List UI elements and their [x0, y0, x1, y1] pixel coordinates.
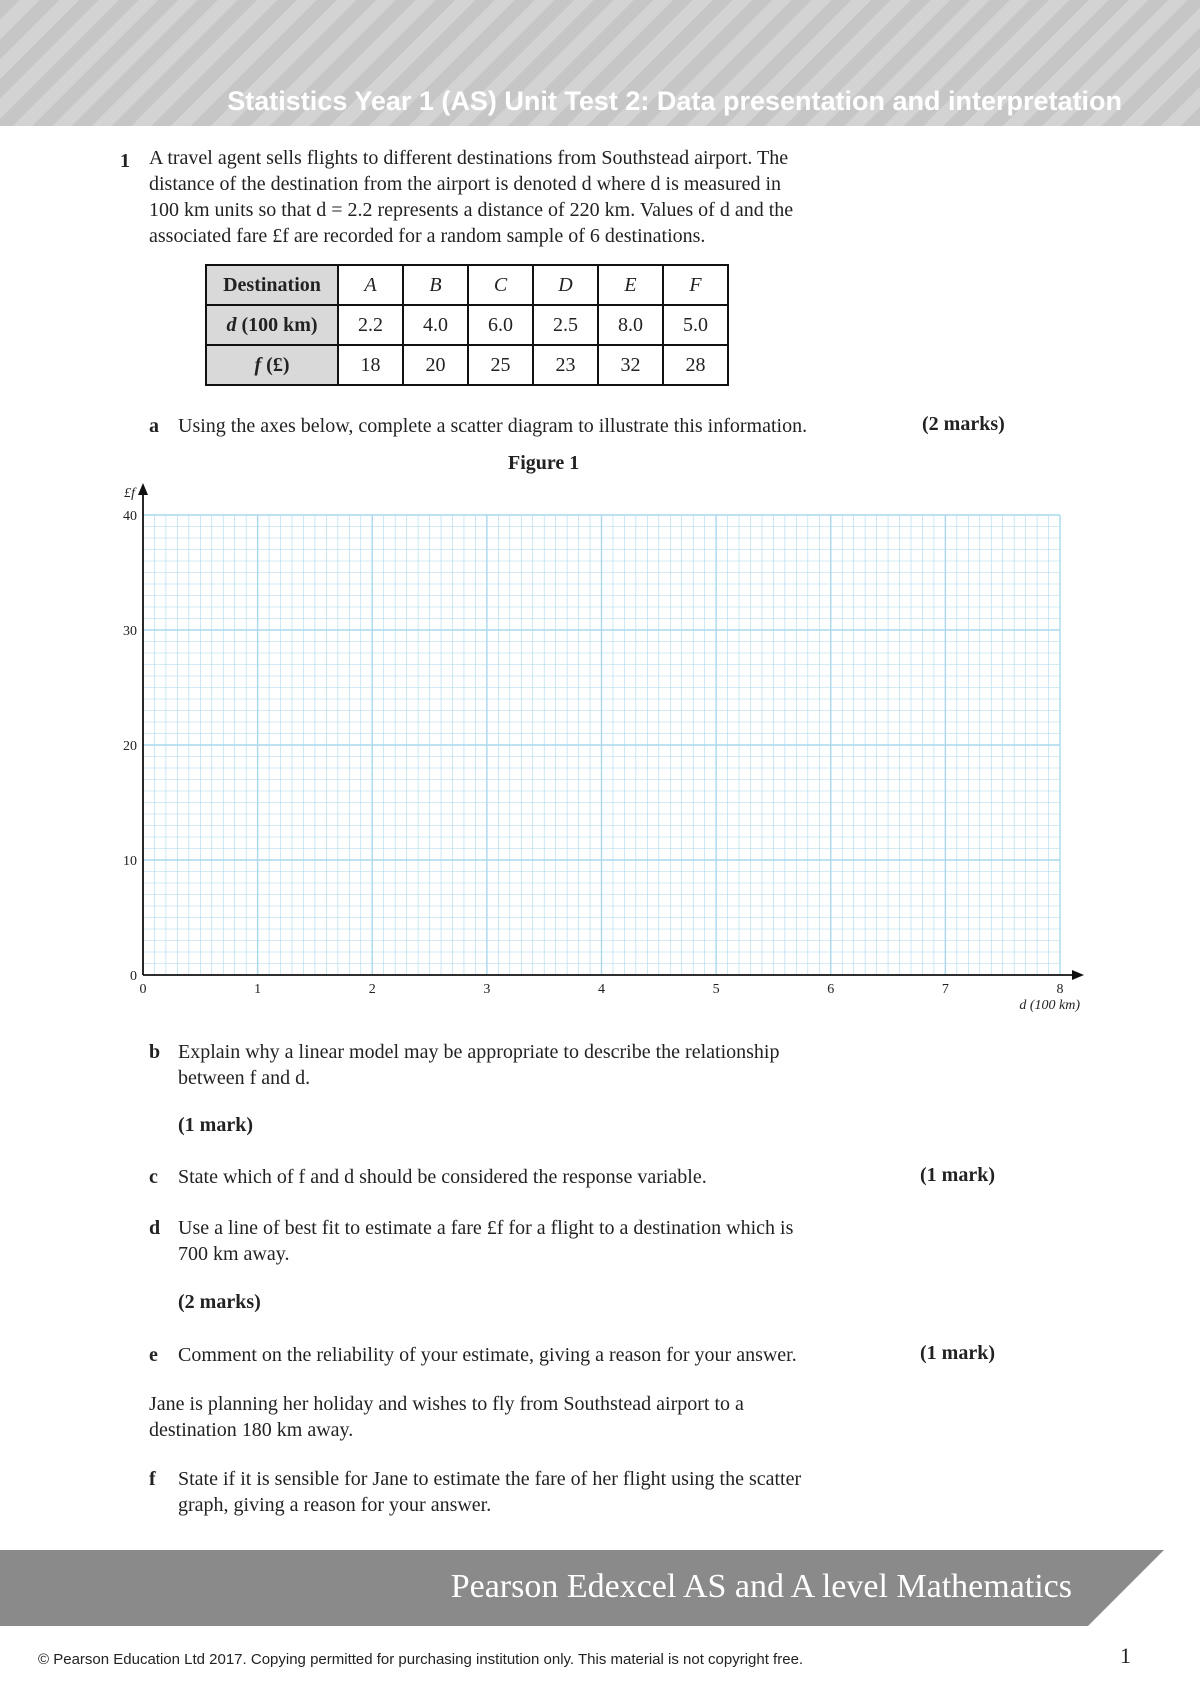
part-a-label: a	[149, 415, 159, 437]
x-tick-label: 8	[1056, 982, 1064, 997]
part-c-marks: (1 mark)	[920, 1164, 995, 1186]
x-tick-label: 2	[368, 982, 376, 997]
graph-grid	[143, 515, 1060, 975]
x-tick-label: 5	[712, 982, 720, 997]
part-e-marks: (1 mark)	[920, 1342, 995, 1364]
table-cell: 18	[338, 345, 403, 385]
question-number: 1	[120, 150, 130, 172]
table-cell: D	[533, 265, 598, 305]
table-cell: 4.0	[403, 305, 468, 345]
copyright-notice: © Pearson Education Ltd 2017. Copying permitted for purchasing institution only. This material is not copyright free.	[38, 1651, 804, 1668]
table-cell: 32	[598, 345, 663, 385]
row-header: Destination	[206, 265, 338, 305]
x-tick-label: 0	[139, 982, 147, 997]
y-tick-label: 10	[123, 854, 137, 869]
intro-line: associated fare £f are recorded for a random sample of 6 destinations.	[149, 225, 706, 247]
part-f-text	[178, 1466, 898, 1518]
jane-line: Jane is planning her holiday and wishes to fly from Southstead airport to a	[149, 1393, 744, 1415]
intro-line: 100 km units so that d = 2.2 represents a distance of 220 km. Values of d and the	[149, 199, 794, 221]
x-tick-label: 6	[827, 982, 835, 997]
row-header: f (£)	[206, 345, 338, 385]
table-cell: 2.5	[533, 305, 598, 345]
table-cell: 28	[663, 345, 728, 385]
table-cell: 8.0	[598, 305, 663, 345]
table-cell: A	[338, 265, 403, 305]
table-cell: 6.0	[468, 305, 533, 345]
y-axis-label: £f	[124, 486, 135, 501]
table-cell: 20	[403, 345, 468, 385]
part-b-label: b	[149, 1041, 161, 1063]
table-cell: C	[468, 265, 533, 305]
part-d-marks: (2 marks)	[178, 1291, 261, 1313]
part-a-text: Using the axes below, complete a scatter diagram to illustrate this information.	[178, 415, 808, 437]
table-cell: 25	[468, 345, 533, 385]
row-header: d (100 km)	[206, 305, 338, 345]
table-cell: B	[403, 265, 468, 305]
part-d-line: Use a line of best fit to estimate a fare £f for a flight to a destination which is	[178, 1217, 794, 1239]
jane-line: destination 180 km away.	[149, 1419, 354, 1441]
y-tick-label: 0	[130, 969, 137, 984]
table-cell: 2.2	[338, 305, 403, 345]
table-cell: 5.0	[663, 305, 728, 345]
part-f-line: graph, giving a reason for your answer.	[178, 1494, 492, 1516]
figure-title: Figure 1	[508, 452, 580, 474]
table-cell: F	[663, 265, 728, 305]
y-tick-label: 40	[123, 509, 137, 524]
x-axis-arrow	[1072, 970, 1084, 980]
y-axis-arrow	[138, 483, 148, 495]
x-tick-label: 3	[483, 982, 491, 997]
part-d-label: d	[149, 1217, 161, 1239]
part-b-line: Explain why a linear model may be appropriate to describe the relationship	[178, 1041, 780, 1063]
part-f-line: State if it is sensible for Jane to estimate the fare of her flight using the scatter	[178, 1468, 802, 1490]
graph-axes	[138, 483, 1084, 980]
footer-title: Pearson Edexcel AS and A level Mathematics	[450, 1568, 1072, 1605]
page-number: 1	[1120, 1643, 1131, 1668]
part-f-label: f	[149, 1468, 156, 1490]
intro-line: distance of the destination from the airport is denoted d where d is measured in	[149, 173, 782, 195]
x-tick-label: 1	[254, 982, 262, 997]
part-b-marks: (1 mark)	[178, 1114, 253, 1136]
table-cell: E	[598, 265, 663, 305]
x-tick-label: 4	[598, 982, 605, 997]
x-tick-label: 7	[941, 982, 949, 997]
x-axis-label: d (100 km)	[1019, 998, 1080, 1013]
intro-line: A travel agent sells flights to different destinations from Southstead airport. The	[149, 147, 789, 169]
part-c-text: State which of f and d should be considered the response variable.	[178, 1166, 707, 1188]
y-tick-label: 20	[123, 739, 137, 754]
table-cell: 23	[533, 345, 598, 385]
part-e-label: e	[149, 1344, 158, 1366]
header-title: Statistics Year 1 (AS) Unit Test 2: Data presentation and interpretation	[227, 86, 1122, 116]
jane-paragraph	[149, 1391, 909, 1443]
part-a-marks: (2 marks)	[922, 413, 1005, 435]
part-e-text: Comment on the reliability of your estimate, giving a reason for your answer.	[178, 1344, 797, 1366]
part-b-text	[178, 1039, 878, 1091]
part-d-line: 700 km away.	[178, 1243, 290, 1265]
part-b-line: between f and d.	[178, 1067, 311, 1089]
y-tick-label: 30	[123, 624, 137, 639]
part-c-label: c	[149, 1166, 158, 1188]
part-d-text	[178, 1215, 878, 1267]
